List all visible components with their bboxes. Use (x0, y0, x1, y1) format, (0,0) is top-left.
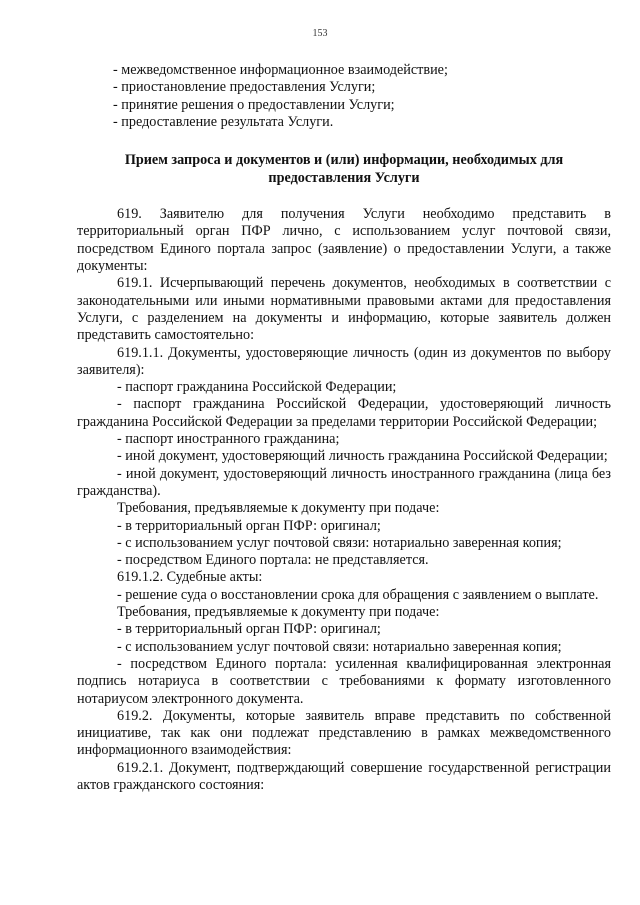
paragraph-619: 619. Заявителю для получения Услуги необходимо представить в территориальный орган ПФР лично, с использованием услуг почтовой связи, посредством Единого портала запрос (заявление) о предоставлении Услуги, а также документы: (77, 206, 611, 275)
list-item: - в территориальный орган ПФР: оригинал; (117, 621, 381, 638)
list-item: - предоставление результата Услуги. (113, 113, 334, 130)
paragraph-619-1: 619.1. Исчерпывающий перечень документов, необходимых в соответствии с законодательными или иными нормативными правовыми актами для предоставления Услуги, с разделением на документы и информацию, которые заявитель должен представить самостоятельно: (77, 275, 611, 344)
list-item: - с использованием услуг почтовой связи: нотариально заверенная копия; (117, 534, 562, 551)
list-item: - иной документ, удостоверяющий личность иностранного гражданина (лица без гражданства). (77, 465, 611, 499)
list-item: - паспорт гражданина Российской Федерации, удостоверяющий личность гражданина Российской Федерации за пределами территории Российской Федерации; (77, 396, 611, 430)
paragraph-619-2: 619.2. Документы, которые заявитель вправе представить по собственной инициативе, так как они подлежат представлению в рамках межведомственного информационного взаимодействия: (77, 707, 611, 759)
paragraph-619-1-1: 619.1.1. Документы, удостоверяющие личность (один из документов по выбору заявителя): (77, 344, 611, 378)
list-item: - решение суда о восстановлении срока для обращения с заявлением о выплате. (117, 586, 599, 603)
list-item: - приостановление предоставления Услуги; (113, 79, 376, 96)
requirements-label: Требования, предъявляемые к документу при подаче: (117, 500, 440, 517)
list-item: - посредством Единого портала: не представляется. (117, 552, 429, 569)
page-number: 153 (312, 28, 328, 39)
document-body (77, 62, 611, 794)
list-item: - межведомственное информационное взаимодействие; (113, 62, 448, 78)
paragraph-619-2-1: 619.2.1. Документ, подтверждающий совершение государственной регистрации актов гражданского состояния: (77, 759, 611, 793)
list-item: - паспорт гражданина Российской Федерации; (117, 379, 397, 396)
stage-list (77, 62, 611, 131)
list-item: - иной документ, удостоверяющий личность гражданина Российской Федерации; (117, 448, 608, 465)
list-item: - в территориальный орган ПФР: оригинал; (117, 517, 381, 534)
list-item: - с использованием услуг почтовой связи: нотариально заверенная копия; (117, 638, 562, 655)
list-item: - посредством Единого портала: усиленная квалифицированная электронная подпись нотариуса в соответствии с требованиями к формату изготовленного нотариусом электронного документа. (77, 655, 611, 707)
requirements-label: Требования, предъявляемые к документу при подаче: (117, 604, 440, 621)
section-heading: Прием запроса и документов и (или) информации, необходимых для предоставления Услуги (124, 152, 564, 186)
paragraph-619-1-2: 619.1.2. Судебные акты: (117, 569, 263, 586)
list-item: - принятие решения о предоставлении Услуги; (113, 96, 395, 113)
list-item: - паспорт иностранного гражданина; (117, 431, 340, 448)
